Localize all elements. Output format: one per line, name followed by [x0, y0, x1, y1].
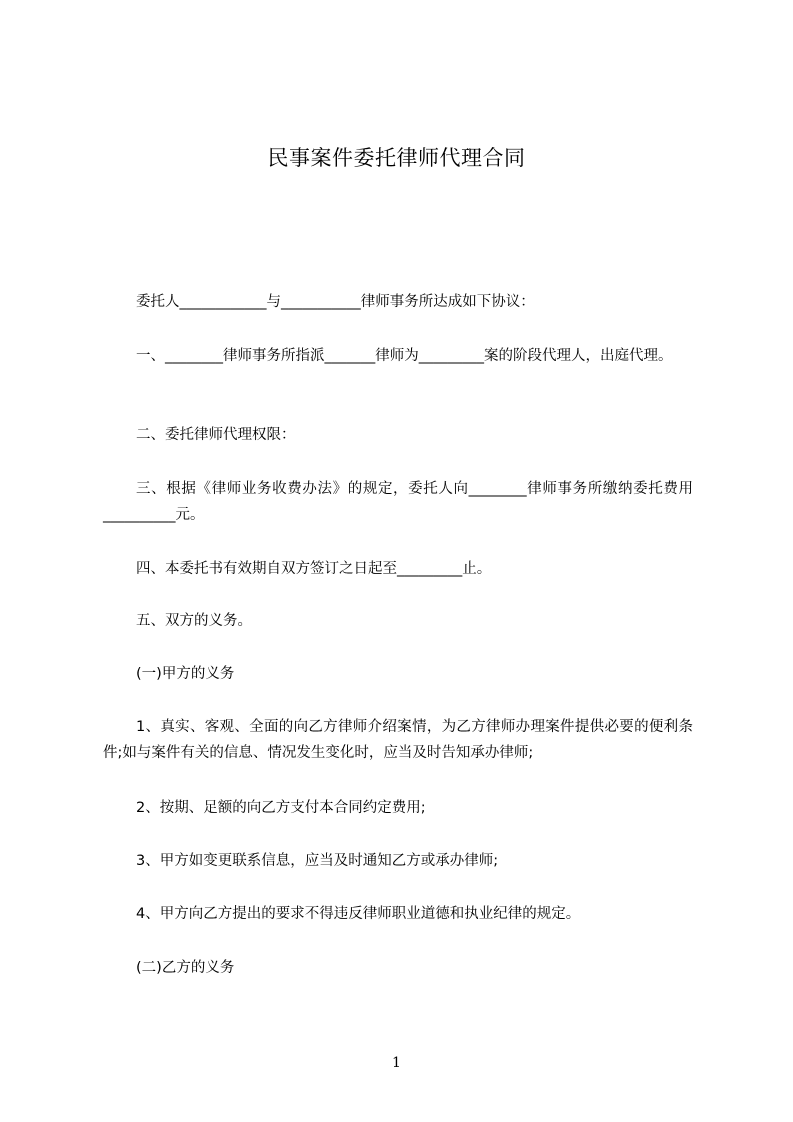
paragraph-party-a-item-1: 1、真实、客观、全面的向乙方律师介绍案情，为乙方律师办理案件提供必要的便利条件;如与案件有关的信息、情况发生变化时，应当及时告知承办律师;: [103, 719, 693, 761]
paragraph-clause-1: 一、________律师事务所指派_______律师为_________案的阶段代理人，出庭代理。: [136, 348, 673, 364]
paragraph-clause-3: 三、根据《律师业务收费办法》的规定，委托人向________律师事务所缴纳委托费用__________元。: [103, 481, 693, 523]
paragraph-party-a-item-2: 2、按期、足额的向乙方支付本合同约定费用;: [136, 800, 426, 816]
paragraph-clause-2: 二、委托律师代理权限：: [136, 427, 296, 443]
paragraph-parties: 委托人____________与___________律师事务所达成如下协议：: [136, 294, 535, 310]
paragraph-party-a-item-3: 3、甲方如变更联系信息，应当及时通知乙方或承办律师;: [136, 853, 499, 869]
page-number: 1: [392, 1055, 401, 1071]
document-title: 民事案件委托律师代理合同: [267, 146, 526, 170]
paragraph-party-b-heading: (二)乙方的义务: [136, 960, 235, 976]
paragraph-party-a-heading: (一)甲方的义务: [136, 666, 235, 682]
paragraph-party-a-item-4: 4、甲方向乙方提出的要求不得违反律师职业道德和执业纪律的规定。: [136, 906, 581, 922]
paragraph-clause-5: 五、双方的义务。: [136, 613, 252, 629]
paragraph-clause-4: 四、本委托书有效期自双方签订之日起至_________止。: [136, 561, 492, 577]
